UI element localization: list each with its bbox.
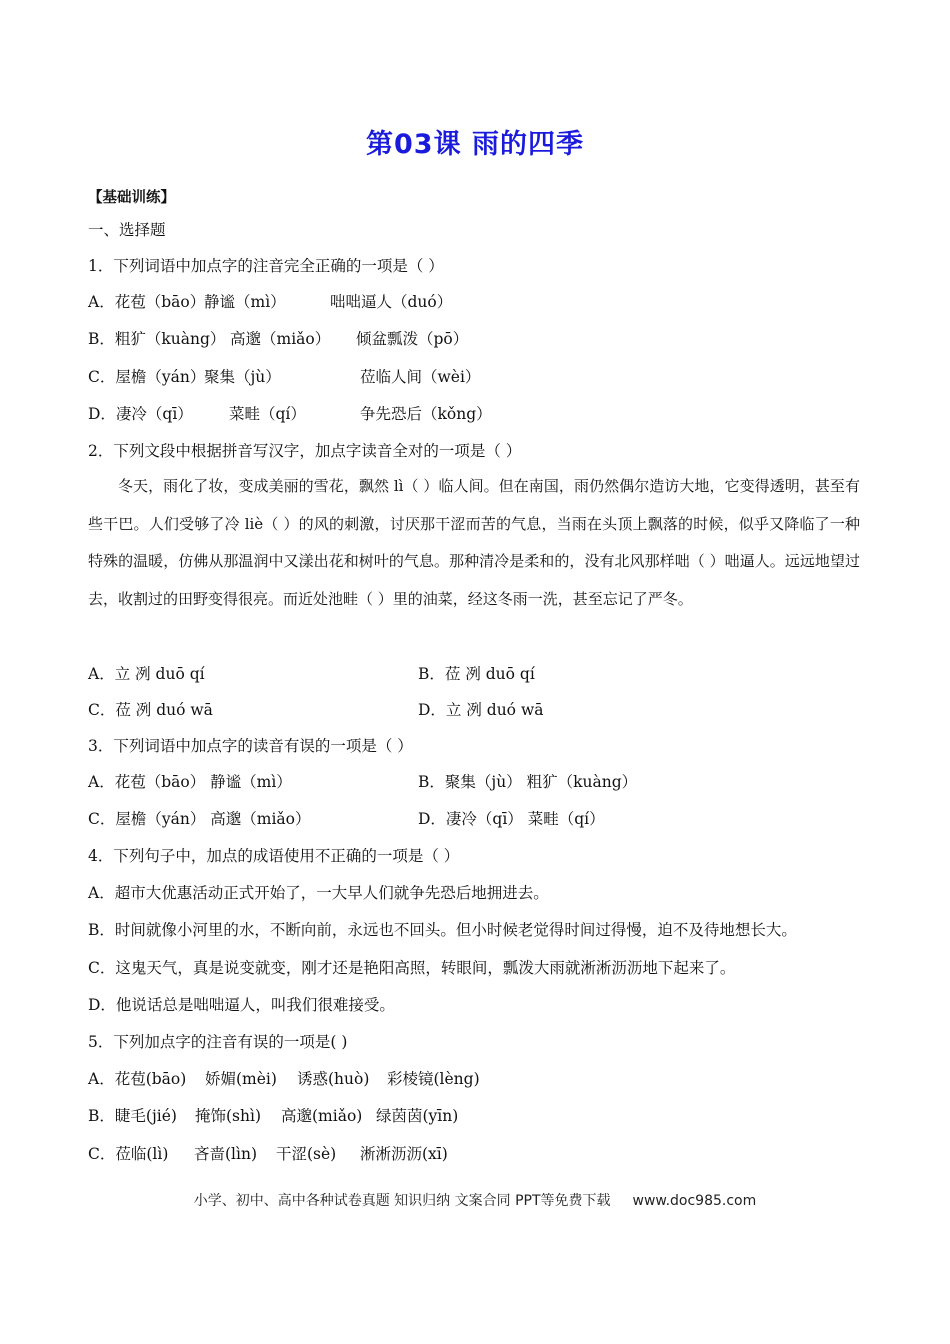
question-1-option-c: C．屋檐（yán）聚集（jù） 莅临人间（wèi） [88,368,481,386]
question-1-option-d: D．凄冷（qī） 菜畦（qí） 争先恐后（kǒng） [88,405,492,423]
question-1-option-b: B．粗犷（kuàng） 高邈（miǎo） 倾盆瓢泼（pō） [88,330,469,348]
question-5-option-a: A．花苞(bāo) 娇媚(mèi) 诱惑(huò) 彩棱镜(lèng) [88,1070,480,1088]
section-heading: 【基础训练】 [88,190,175,206]
page-footer [0,1190,950,1210]
question-2-stem: 2．下列文段中根据拼音写汉字，加点字读音全对的一项是（ ） [88,442,522,460]
question-5-option-b: B．睫毛(jié) 掩饰(shì) 高邈(miǎo) 绿茵茵(yīn) [88,1107,459,1125]
part-heading: 一、选择题 [88,221,166,239]
question-1-stem: 1．下列词语中加点字的注音完全正确的一项是（ ） [88,257,444,275]
question-4-stem: 4．下列句子中，加点的成语使用不正确的一项是（ ） [88,847,460,865]
question-2-passage: 冬天，雨化了妆，变成美丽的雪花，飘然 lì（ ）临人间。但在南国，雨仍然偶尔造访大地，它变得透明，甚至有些干巴。人们受够了冷 liè（ ）的风的刺激，讨厌那干涩而苦的气息，当雨在头顶上飘落的时候，似乎又降临了一种特殊的温暖，仿佛从那温润中又漾出花和树叶的气息。那种清冷是柔和的，没有北风那样咄（ ）咄逼人。远远地望过去，收割过的田野变得很亮。而近处池畦（ ）里的油菜，经这冬雨一洗，甚至忘记了严冬。 [88,477,860,608]
question-2-option-d: D．立 冽 duó wā [418,701,544,719]
question-4-option-d: D．他说话总是咄咄逼人，叫我们很难接受。 [88,996,395,1014]
question-3-option-b: B．聚集（jù） 粗犷（kuàng） [418,773,638,791]
question-3-option-d: D．凄冷（qī） 菜畦（qí） [418,810,605,828]
question-2-option-b: B．莅 冽 duō qí [418,665,535,683]
question-5-stem: 5．下列加点字的注音有误的一项是( ) [88,1033,348,1051]
question-4-option-c: C．这鬼天气，真是说变就变，刚才还是艳阳高照，转眼间，瓢泼大雨就淅淅沥沥地下起来了。 [88,959,736,977]
footer-url[interactable]: www.doc985.com [632,1193,757,1209]
question-2-option-c: C．莅 冽 duó wā [88,701,213,719]
question-2-option-a: A．立 冽 duō qí [88,665,205,683]
question-4-option-a: A．超市大优惠活动正式开始了，一大早人们就争先恐后地拥进去。 [88,884,549,902]
question-5-option-c: C．莅临(lì) 吝啬(lìn) 干涩(sè) 淅淅沥沥(xī) [88,1145,448,1163]
question-1-option-a: A．花苞（bāo）静谧（mì） 咄咄逼人（duó） [88,293,453,311]
question-3-option-a: A．花苞（bāo） 静谧（mì） [88,773,292,791]
lesson-title: 第03课 雨的四季 [366,129,584,160]
footer-text: 小学、初中、高中各种试卷真题 知识归纳 文案合同 PPT等免费下载 [193,1193,611,1209]
question-3-stem: 3．下列词语中加点字的读音有误的一项是（ ） [88,737,413,755]
question-4-option-b: B．时间就像小河里的水，不断向前，永远也不回头。但小时候老觉得时间过得慢，迫不及待地想长大。 [88,921,797,939]
question-3-option-c: C．屋檐（yán） 高邈（miǎo） [88,810,311,828]
